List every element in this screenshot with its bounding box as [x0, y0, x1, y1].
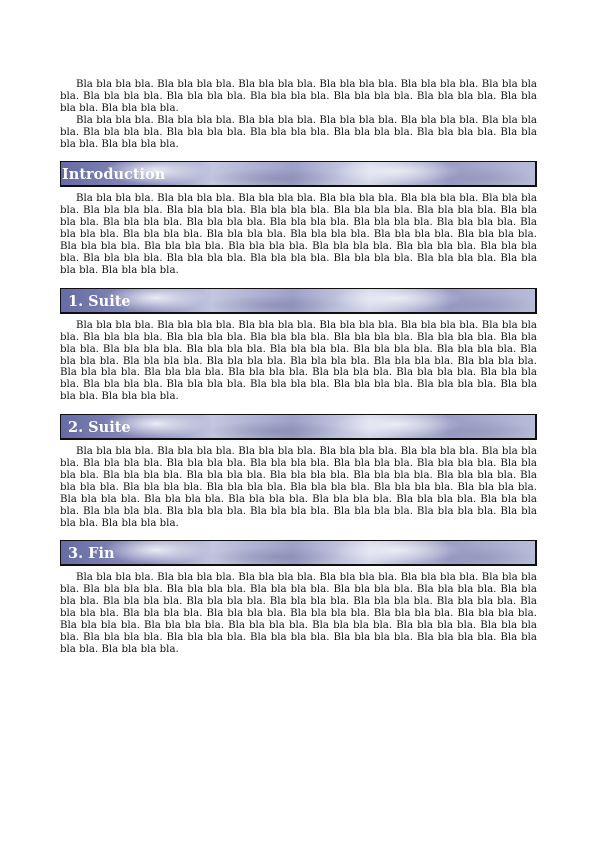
section-title-introduction: Introduction	[62, 166, 166, 184]
intro-block	[60, 79, 537, 150]
section-heading-introduction	[60, 161, 537, 187]
section-suite-1	[60, 288, 537, 403]
section-fin	[60, 540, 537, 655]
section-suite-2	[60, 414, 537, 529]
section-heading-fin	[60, 540, 537, 566]
section-body-fin: Bla bla bla bla. Bla bla bla bla. Bla bla bla bla. Bla bla bla bla. Bla bla bla bla. Bla bla bla bla. Bla bla bla bla. Bla bla bla bla. Bla bla bla bla. Bla bla bla bla. Bla bla bla bla. Bla bla bla bla. Bla bla bla bla. Bla bla bla bla. Bla bla bla bla. Bla bla bla bla. Bla bla bla bla. Bla bla bla bla. Bla bla bla bla. Bla bla bla bla. Bla bla bla bla. Bla bla bla bla. Bla bla bla bla. Bla bla bla bla. Bla bla bla bla. Bla bla bla bla. Bla bla bla bla. Bla bla bla bla. Bla bla bla bla. Bla bla bla bla. Bla bla bla bla. Bla bla bla bla. Bla bla bla bla. Bla bla bla bla. Bla bla bla bla. Bla bla bla bla.	[60, 572, 537, 655]
section-title-fin: 3. Fin	[68, 545, 115, 563]
section-body-introduction: Bla bla bla bla. Bla bla bla bla. Bla bla bla bla. Bla bla bla bla. Bla bla bla bla. Bla bla bla bla. Bla bla bla bla. Bla bla bla bla. Bla bla bla bla. Bla bla bla bla. Bla bla bla bla. Bla bla bla bla. Bla bla bla bla. Bla bla bla bla. Bla bla bla bla. Bla bla bla bla. Bla bla bla bla. Bla bla bla bla. Bla bla bla bla. Bla bla bla bla. Bla bla bla bla. Bla bla bla bla. Bla bla bla bla. Bla bla bla bla. Bla bla bla bla. Bla bla bla bla. Bla bla bla bla. Bla bla bla bla. Bla bla bla bla. Bla bla bla bla. Bla bla bla bla. Bla bla bla bla. Bla bla bla bla. Bla bla bla bla. Bla bla bla bla. Bla bla bla bla.	[60, 193, 537, 276]
intro-paragraph-2: Bla bla bla bla. Bla bla bla bla. Bla bla bla bla. Bla bla bla bla. Bla bla bla bla. Bla bla bla bla. Bla bla bla bla. Bla bla bla bla. Bla bla bla bla. Bla bla bla bla. Bla bla bla bla. Bla bla bla bla. Bla bla bla bla.	[60, 114, 537, 150]
intro-paragraph-1: Bla bla bla bla. Bla bla bla bla. Bla bla bla bla. Bla bla bla bla. Bla bla bla bla. Bla bla bla bla. Bla bla bla bla. Bla bla bla bla. Bla bla bla bla. Bla bla bla bla. Bla bla bla bla. Bla bla bla bla. Bla bla bla bla.	[60, 79, 537, 114]
section-body-suite-2: Bla bla bla bla. Bla bla bla bla. Bla bla bla bla. Bla bla bla bla. Bla bla bla bla. Bla bla bla bla. Bla bla bla bla. Bla bla bla bla. Bla bla bla bla. Bla bla bla bla. Bla bla bla bla. Bla bla bla bla. Bla bla bla bla. Bla bla bla bla. Bla bla bla bla. Bla bla bla bla. Bla bla bla bla. Bla bla bla bla. Bla bla bla bla. Bla bla bla bla. Bla bla bla bla. Bla bla bla bla. Bla bla bla bla. Bla bla bla bla. Bla bla bla bla. Bla bla bla bla. Bla bla bla bla. Bla bla bla bla. Bla bla bla bla. Bla bla bla bla. Bla bla bla bla. Bla bla bla bla. Bla bla bla bla. Bla bla bla bla. Bla bla bla bla. Bla bla bla bla.	[60, 446, 537, 529]
section-title-suite-1: 1. Suite	[68, 292, 131, 310]
document-content	[60, 79, 537, 656]
section-heading-suite-1	[60, 288, 537, 314]
section-title-suite-2: 2. Suite	[68, 419, 131, 437]
section-body-suite-1: Bla bla bla bla. Bla bla bla bla. Bla bla bla bla. Bla bla bla bla. Bla bla bla bla. Bla bla bla bla. Bla bla bla bla. Bla bla bla bla. Bla bla bla bla. Bla bla bla bla. Bla bla bla bla. Bla bla bla bla. Bla bla bla bla. Bla bla bla bla. Bla bla bla bla. Bla bla bla bla. Bla bla bla bla. Bla bla bla bla. Bla bla bla bla. Bla bla bla bla. Bla bla bla bla. Bla bla bla bla. Bla bla bla bla. Bla bla bla bla. Bla bla bla bla. Bla bla bla bla. Bla bla bla bla. Bla bla bla bla. Bla bla bla bla. Bla bla bla bla. Bla bla bla bla. Bla bla bla bla. Bla bla bla bla. Bla bla bla bla. Bla bla bla bla. Bla bla bla bla.	[60, 319, 537, 403]
section-heading-suite-2	[60, 414, 537, 440]
section-introduction	[60, 161, 537, 276]
